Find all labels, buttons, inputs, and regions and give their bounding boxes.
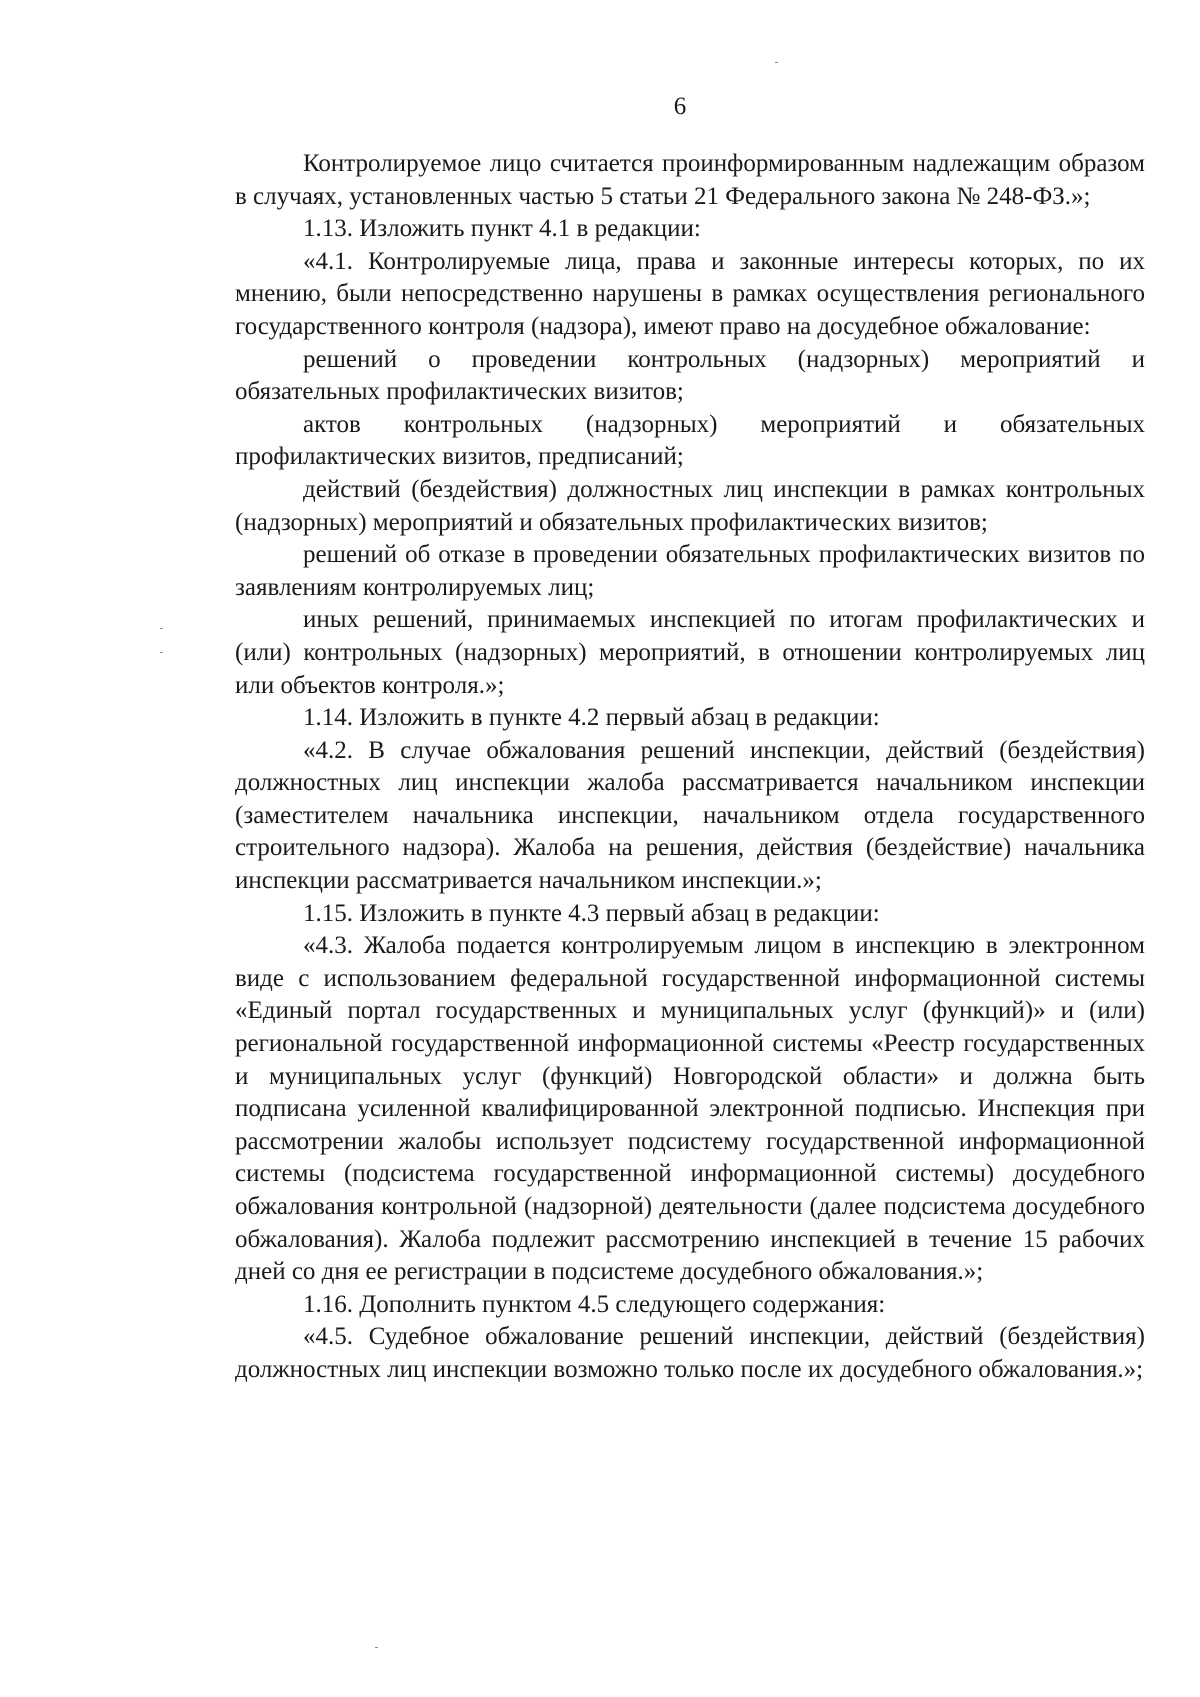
paragraph-12: «4.3. Жалоба подается контролируемым лицом в инспекцию в электронном виде с использованием федеральной государственной информационной системы «Единый портал государственных и муниципальных услуг (функций)» и (или) региональной государственной информационной системы «Реестр государственных и муниципальных услуг (функций) Новгородской области» и должна быть подписана усиленной квалифицированной электронной подписью. Инспекция при рассмотрении жалобы использует подсистему государственной информационной системы (подсистема государственной информационной системы) досудебного обжалования контрольной (надзорной) деятельности (далее подсистема досудебного обжалования). Жалоба подлежит рассмотрению инспекцией в течение 15 рабочих дней со дня ее регистрации в подсистеме досудебного обжалования.»; (235, 932, 1145, 1286)
document-body (235, 148, 1145, 1387)
paragraph-3: «4.1. Контролируемые лица, права и законные интересы которых, по их мнению, были непосредственно нарушены в рамках осуществления регионального государственного контроля (надзора), имеют право на досудебное обжалование: (235, 247, 1145, 340)
paragraph-6: действий (бездействия) должностных лиц инспекции в рамках контрольных (надзорных) мероприятий и обязательных профилактических визитов; (235, 475, 1145, 536)
paragraph-9: 1.14. Изложить в пункте 4.2 первый абзац в редакции: (303, 704, 880, 732)
scan-speck (160, 652, 163, 653)
page-number: 6 (673, 93, 687, 120)
paragraph-2: 1.13. Изложить пункт 4.1 в редакции: (303, 215, 701, 243)
paragraph-1: Контролируемое лицо считается проинформированным надлежащим образом в случаях, установленных частью 5 статьи 21 Федерального закона № 248-ФЗ.»; (235, 150, 1145, 210)
scan-speck (375, 1647, 378, 1648)
paragraph-10: «4.2. В случае обжалования решений инспекции, действий (бездействия) должностных лиц инспекции жалоба рассматривается начальником инспекции (заместителем начальника инспекции, начальником отдела государственного строительного надзора). Жалоба на решения, действия (бездействие) начальника инспекции рассматривается начальником инспекции.»; (235, 736, 1145, 895)
scan-speck (160, 628, 163, 629)
paragraph-4: решений о проведении контрольных (надзорных) мероприятий и обязательных профилактических визитов; (235, 345, 1145, 406)
paragraph-13: 1.16. Дополнить пунктом 4.5 следующего содержания: (303, 1290, 886, 1318)
paragraph-11: 1.15. Изложить в пункте 4.3 первый абзац в редакции: (303, 899, 880, 927)
paragraph-8: иных решений, принимаемых инспекцией по итогам профилактических и (или) контрольных (надзорных) мероприятий, в отношении контролируемых лиц или объектов контроля.»; (235, 606, 1145, 699)
paragraph-5: актов контрольных (надзорных) мероприятий и обязательных профилактических визитов, предписаний; (235, 410, 1145, 471)
paragraph-7: решений об отказе в проведении обязательных профилактических визитов по заявлениям контролируемых лиц; (235, 541, 1145, 601)
scan-speck (775, 62, 778, 63)
paragraph-14: «4.5. Судебное обжалование решений инспекции, действий (бездействия) должностных лиц инспекции возможно только после их досудебного обжалования.»; (235, 1323, 1145, 1383)
